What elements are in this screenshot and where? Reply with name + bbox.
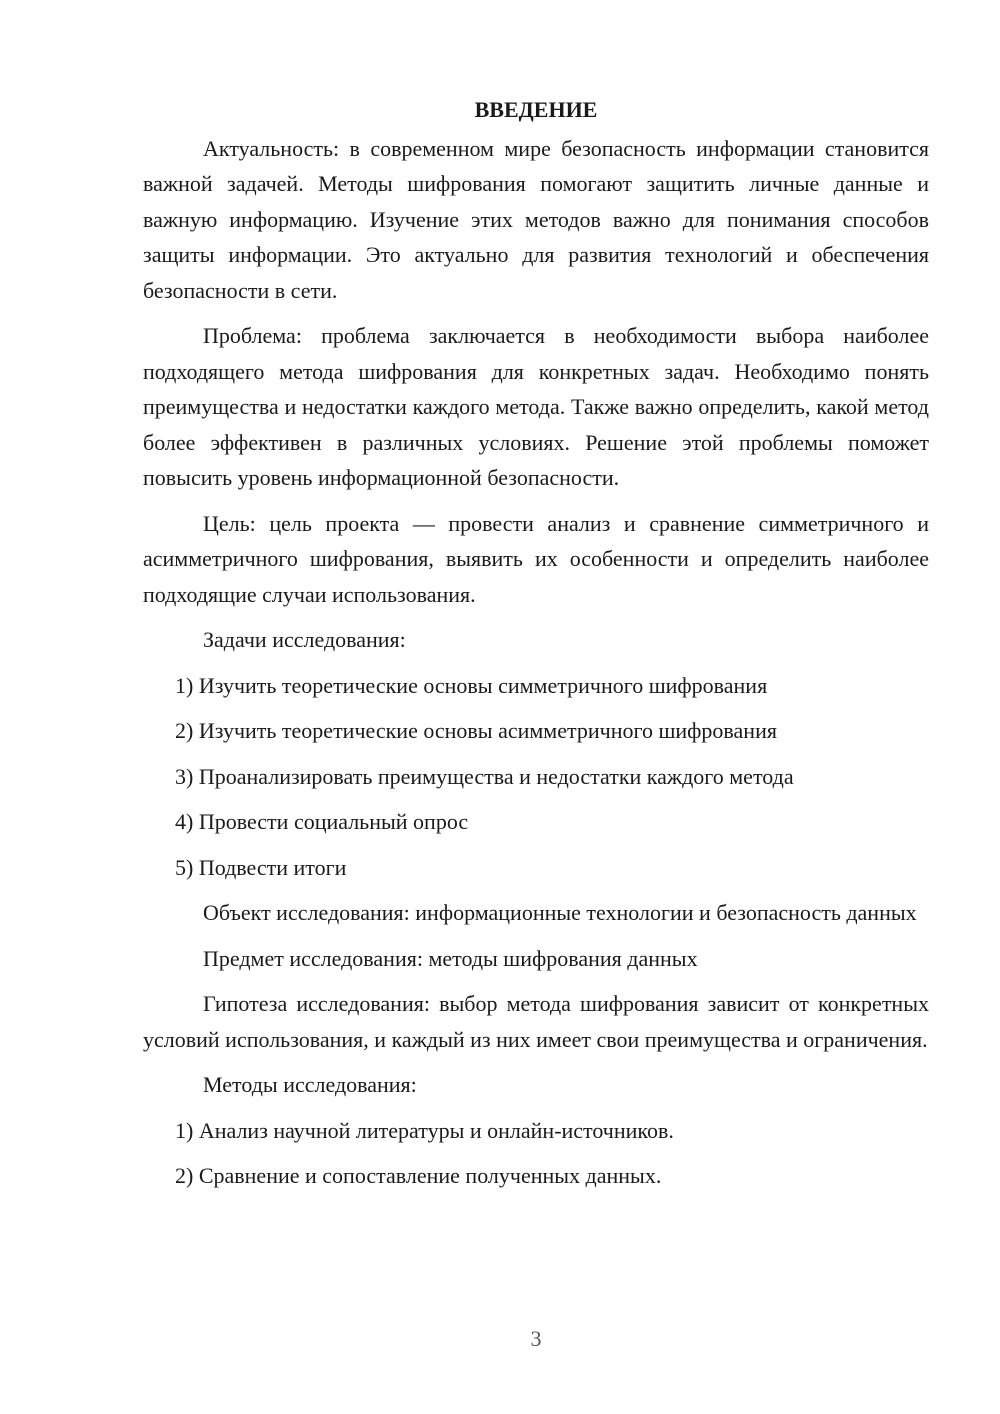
task-item: 3) Проанализировать преимущества и недостатки каждого метода — [175, 763, 794, 789]
tasks-heading: Задачи исследования: — [203, 627, 406, 652]
object-paragraph: Объект исследования: информационные технологии и безопасность данных — [203, 900, 917, 925]
hypothesis-paragraph: Гипотеза исследования: выбор метода шифрования зависит от конкретных условий использования, и каждый из них имеет свои преимущества и ограничения. — [143, 991, 929, 1052]
method-item: 1) Анализ научной литературы и онлайн-источников. — [175, 1117, 674, 1143]
page-content — [143, 92, 929, 1204]
subject-paragraph: Предмет исследования: методы шифрования данных — [203, 945, 698, 971]
methods-list — [143, 1113, 929, 1194]
goal-paragraph: Цель: цель проекта — провести анализ и сравнение симметричного и асимметричного шифрования, выявить их особенности и определить наиболее подходящие случаи использования. — [143, 510, 929, 607]
page-number: 3 — [530, 1326, 542, 1351]
task-item: 2) Изучить теоретические основы асимметричного шифрования — [175, 718, 777, 743]
task-item: 1) Изучить теоретические основы симметричного шифрования — [175, 672, 768, 698]
relevance-paragraph: Актуальность: в современном мире безопасность информации становится важной задачей. Методы шифрования помогают защитить личные данные и важную информацию. Изучение этих методов важно для понимания способов защиты информации. Это актуально для развития технологий и обеспечения безопасности в сети. — [143, 135, 929, 303]
tasks-list — [143, 668, 929, 886]
task-item: 5) Подвести итоги — [175, 854, 347, 880]
methods-heading: Методы исследования: — [203, 1072, 417, 1097]
problem-paragraph: Проблема: проблема заключается в необходимости выбора наиболее подходящего метода шифрования для конкретных задач. Необходимо понять преимущества и недостатки каждого метода. Также важно определить, какой метод более эффективен в различных условиях. Решение этой проблемы поможет повысить уровень информационной безопасности. — [143, 323, 929, 490]
method-item: 2) Сравнение и сопоставление полученных данных. — [175, 1163, 662, 1188]
task-item: 4) Провести социальный опрос — [175, 809, 469, 834]
page-title: ВВЕДЕНИЕ — [474, 97, 598, 122]
